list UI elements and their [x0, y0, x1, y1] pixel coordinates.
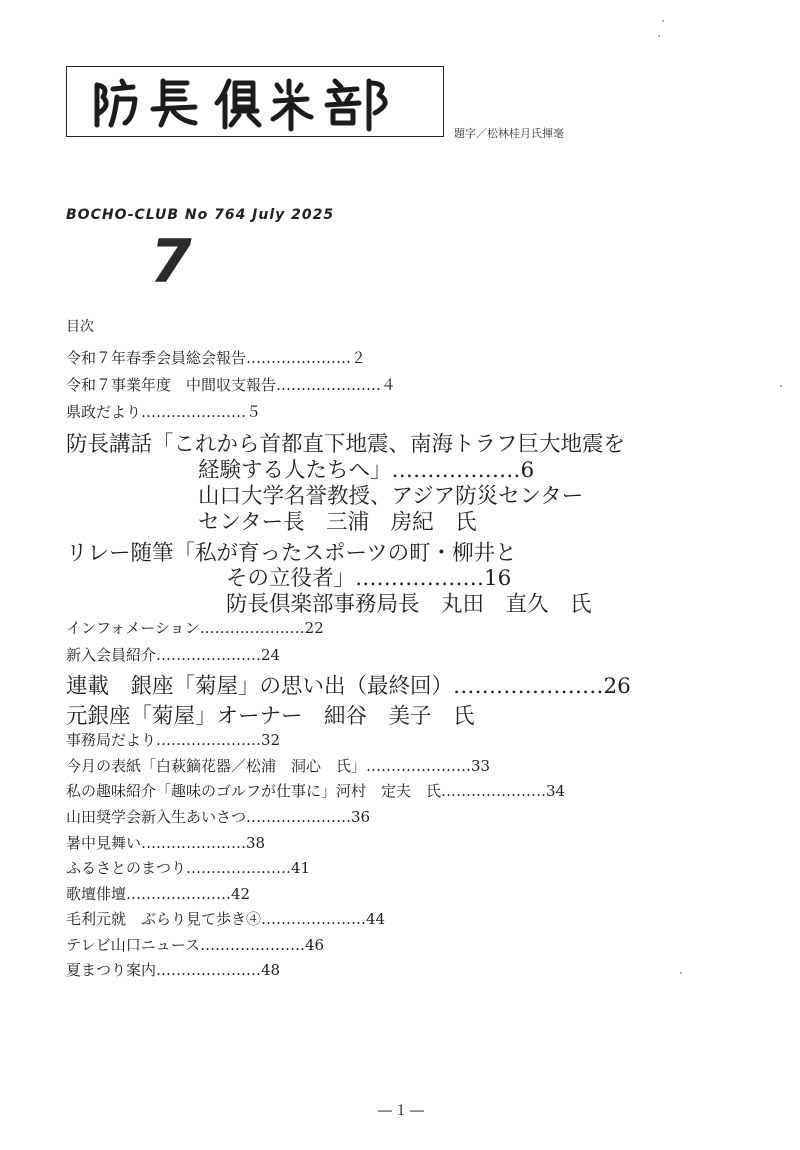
calligraphy-title-image	[67, 67, 445, 138]
toc-entry: 県政だより…………………５	[66, 403, 262, 421]
page-number: ―１―	[378, 1103, 426, 1119]
issue-line: BOCHO-CLUB No 764 July 2025	[66, 207, 335, 223]
toc-entry-feature-title-cont: 経験する人たちへ」………………6	[198, 458, 535, 483]
toc-entry: ふるさとのまつり…………………41	[66, 859, 311, 877]
toc-entry: 事務局だより…………………32	[66, 731, 281, 749]
toc-entry: 今月の表紙「白萩鏑花器／松浦 洞心 氏」…………………33	[66, 757, 491, 775]
toc-entry-essay-title-cont: その立役者」………………16	[226, 566, 512, 591]
toc-entry: 山田奨学会新入生あいさつ…………………36	[66, 808, 371, 826]
toc-entry: 新入会員紹介…………………24	[66, 646, 281, 664]
scan-speck	[662, 20, 664, 22]
toc-entry: 令和７年春季会員総会報告…………………２	[66, 349, 367, 367]
scan-speck	[658, 35, 660, 37]
toc-entry-serial-title: 連載 銀座「菊屋」の思い出（最終回）…………………26	[66, 674, 631, 699]
toc-entry-author-affiliation: 山口大学名誉教授、アジア防災センター	[198, 484, 584, 509]
scan-speck	[680, 972, 682, 974]
toc-entry: 歌壇俳壇…………………42	[66, 885, 251, 903]
toc-entry: 毛利元就 ぶらり見て歩き④…………………44	[66, 910, 386, 928]
toc-entry-author: 防長倶楽部事務局長 丸田 直久 氏	[226, 592, 592, 617]
toc-entry-feature-title: 防長講話「これから首都直下地震、南海トラフ巨大地震を	[66, 432, 626, 457]
toc-entry: 令和７事業年度 中間収支報告…………………４	[66, 376, 397, 394]
issue-month-number: 7	[150, 227, 192, 297]
masthead-title-box	[66, 66, 444, 137]
calligraphy-credit: 題字／松林桂月氏揮毫	[454, 127, 564, 140]
toc-entry-author: 元銀座「菊屋」オーナー 細谷 美子 氏	[66, 704, 475, 729]
toc-heading: 目次	[66, 319, 94, 335]
scan-speck	[780, 385, 782, 387]
toc-entry: 夏まつり案内…………………48	[66, 961, 281, 979]
toc-entry: インフォメーション…………………22	[66, 619, 324, 637]
toc-entry: 私の趣味紹介「趣味のゴルフが仕事に」河村 定夫 氏…………………34	[66, 782, 566, 800]
toc-entry-author: センター長 三浦 房紀 氏	[198, 510, 477, 535]
toc-entry-essay-title: リレー随筆「私が育ったスポーツの町・柳井と	[66, 541, 517, 566]
toc-entry: テレビ山口ニュース…………………46	[66, 936, 325, 954]
toc-entry: 暑中見舞い…………………38	[66, 834, 266, 852]
